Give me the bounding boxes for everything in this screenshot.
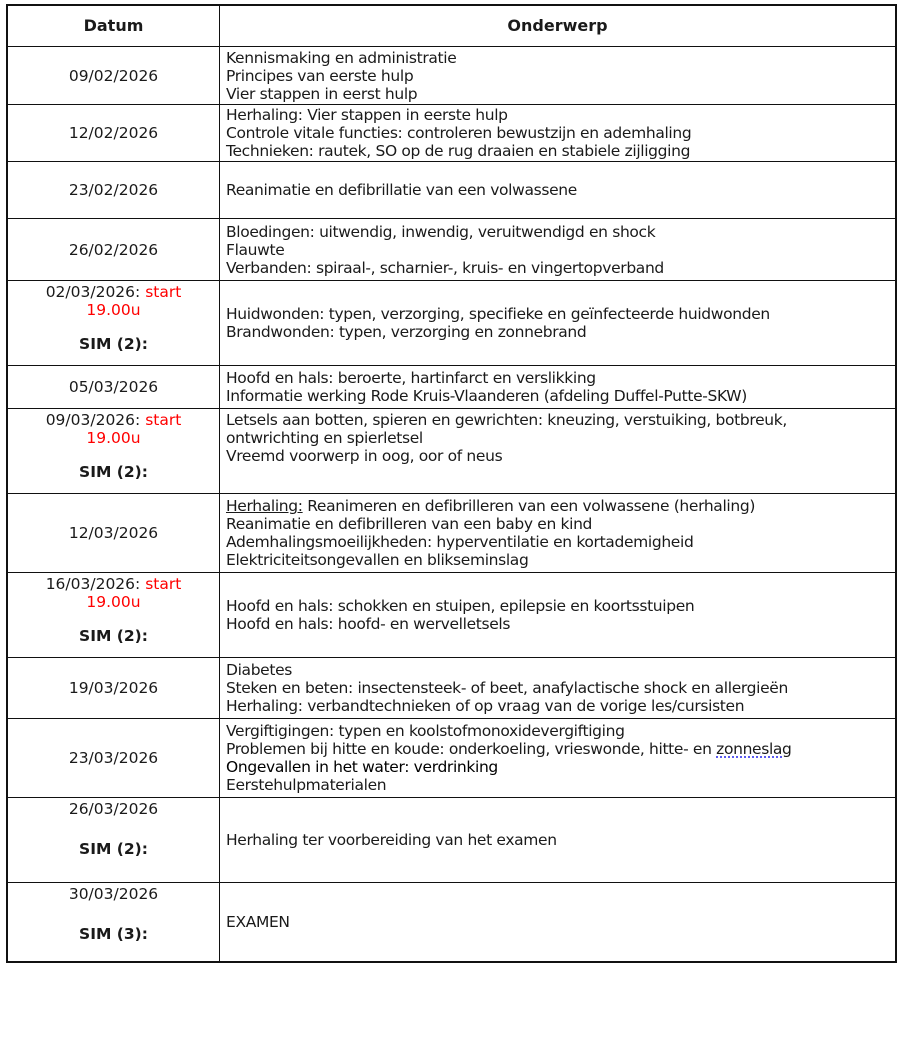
start-time: 19.00u <box>86 429 141 447</box>
header-row <box>7 5 896 47</box>
row-date-cell <box>7 573 220 658</box>
sim-label: SIM (2): <box>79 840 148 858</box>
row-date: 23/03/2026 <box>7 719 220 798</box>
table-row <box>7 658 896 719</box>
topic-line: Elektriciteitsongevallen en blikseminslag <box>226 551 529 569</box>
sim-label: SIM (2): <box>79 627 148 645</box>
row-date: 30/03/2026 <box>68 885 159 903</box>
topic-line: Letsels aan botten, spieren en gewrichten: kneuzing, verstuiking, botbreuk, <box>226 411 787 429</box>
topic-line: Vreemd voorwerp in oog, oor of neus <box>226 447 503 465</box>
topic-line: Diabetes <box>226 661 293 679</box>
row-topics <box>220 883 897 963</box>
topic-line: Hoofd en hals: hoofd- en wervelletsels <box>226 615 511 633</box>
table-row <box>7 47 896 105</box>
start-label: start <box>145 575 182 593</box>
row-date: 09/03/2026: <box>45 411 141 429</box>
topic-line: Vergiftigingen: typen en koolstofmonoxidevergiftiging <box>226 722 625 740</box>
row-date: 26/03/2026 <box>68 800 159 818</box>
row-date: 12/02/2026 <box>7 105 220 162</box>
topic-line: Bloedingen: uitwendig, inwendig, veruitwendigd en shock <box>226 222 656 241</box>
table-row <box>7 883 896 963</box>
course-schedule-table <box>6 4 897 963</box>
row-topics <box>220 366 897 409</box>
table-row <box>7 798 896 883</box>
topic-line: Controle vitale functies: controleren bewustzijn en ademhaling <box>226 124 692 142</box>
table-row <box>7 494 896 573</box>
row-date: 23/02/2026 <box>7 162 220 219</box>
row-topics <box>220 658 897 719</box>
start-time: 19.00u <box>86 593 141 611</box>
table-row <box>7 409 896 494</box>
row-date-cell <box>7 883 220 963</box>
sim-label: SIM (3): <box>79 925 148 943</box>
topic-line: Eerstehulpmaterialen <box>226 776 387 794</box>
table-row <box>7 162 896 219</box>
herhaling-prefix: Herhaling: <box>226 497 303 515</box>
row-date: 19/03/2026 <box>7 658 220 719</box>
start-label: start <box>145 411 182 429</box>
topic-line: Ongevallen in het water: verdrinking <box>226 758 498 776</box>
row-topics <box>220 494 897 573</box>
header-date: Datum <box>7 5 220 47</box>
row-topics <box>220 409 897 494</box>
start-label: start <box>145 283 182 301</box>
topic-line: Brandwonden: typen, verzorging en zonnebrand <box>226 323 587 341</box>
row-date: 09/02/2026 <box>7 47 220 105</box>
sim-label: SIM (2): <box>79 463 148 481</box>
row-topics <box>220 573 897 658</box>
topic-text: Reanimeren en defibrilleren van een volwassene (herhaling) <box>302 497 756 515</box>
start-time: 19.00u <box>86 301 141 319</box>
topic-line: Herhaling: verbandtechnieken of op vraag van de vorige les/cursisten <box>226 697 745 715</box>
topic-line: EXAMEN <box>226 913 290 931</box>
topic-line <box>226 497 889 515</box>
topic-line: Herhaling ter voorbereiding van het examen <box>226 831 557 849</box>
topic-line: Hoofd en hals: schokken en stuipen, epilepsie en koortsstuipen <box>226 597 695 615</box>
row-date: 26/02/2026 <box>7 219 220 281</box>
row-date-cell <box>7 409 220 494</box>
topic-line: Huidwonden: typen, verzorging, specifieke en geïnfecteerde huidwonden <box>226 305 770 323</box>
topic-line: Vier stappen in eerst hulp <box>226 84 418 103</box>
topic-line: Ademhalingsmoeilijkheden: hyperventilatie en kortademigheid <box>226 533 694 551</box>
topic-line: Verbanden: spiraal-, scharnier-, kruis- en vingertopverband <box>226 258 664 277</box>
row-topics <box>220 798 897 883</box>
topic-line: Herhaling: Vier stappen in eerste hulp <box>226 106 508 124</box>
topic-line: Technieken: rautek, SO op de rug draaien en stabiele zijligging <box>226 142 691 160</box>
table-row <box>7 573 896 658</box>
table-row <box>7 105 896 162</box>
topic-line: Hoofd en hals: beroerte, hartinfarct en verslikking <box>226 369 596 387</box>
row-date-cell <box>7 798 220 883</box>
header-topic: Onderwerp <box>220 5 897 47</box>
topic-line: Informatie werking Rode Kruis-Vlaanderen (afdeling Duffel-Putte-SKW) <box>226 387 747 405</box>
topic-line: Steken en beten: insectensteek- of beet, anafylactische shock en allergieën <box>226 679 788 697</box>
table-row <box>7 281 896 366</box>
row-date-cell <box>7 281 220 366</box>
row-topics <box>220 719 897 798</box>
row-date: 05/03/2026 <box>7 366 220 409</box>
row-topics <box>220 281 897 366</box>
topic-line: Reanimatie en defibrillatie van een volwassene <box>226 181 577 199</box>
row-date: 16/03/2026: <box>45 575 141 593</box>
topic-line: ontwrichting en spierletsel <box>226 429 423 447</box>
row-date: 12/03/2026 <box>7 494 220 573</box>
row-date: 02/03/2026: <box>45 283 141 301</box>
row-topics <box>220 162 897 219</box>
topic-line: Principes van eerste hulp <box>226 66 414 85</box>
table-row <box>7 219 896 281</box>
topic-text: Problemen bij hitte en koude: onderkoeling, vrieswonde, hitte- en <box>226 740 717 758</box>
spellcheck-flagged-word: zonneslag <box>716 740 792 758</box>
row-topics <box>220 47 897 105</box>
topic-line: Kennismaking en administratie <box>226 48 457 67</box>
row-topics <box>220 219 897 281</box>
sim-label: SIM (2): <box>79 335 148 353</box>
topic-line <box>226 740 889 758</box>
table-row <box>7 366 896 409</box>
row-topics <box>220 105 897 162</box>
topic-line: Flauwte <box>226 240 285 259</box>
table-row <box>7 719 896 798</box>
topic-line: Reanimatie en defibrilleren van een baby en kind <box>226 515 593 533</box>
